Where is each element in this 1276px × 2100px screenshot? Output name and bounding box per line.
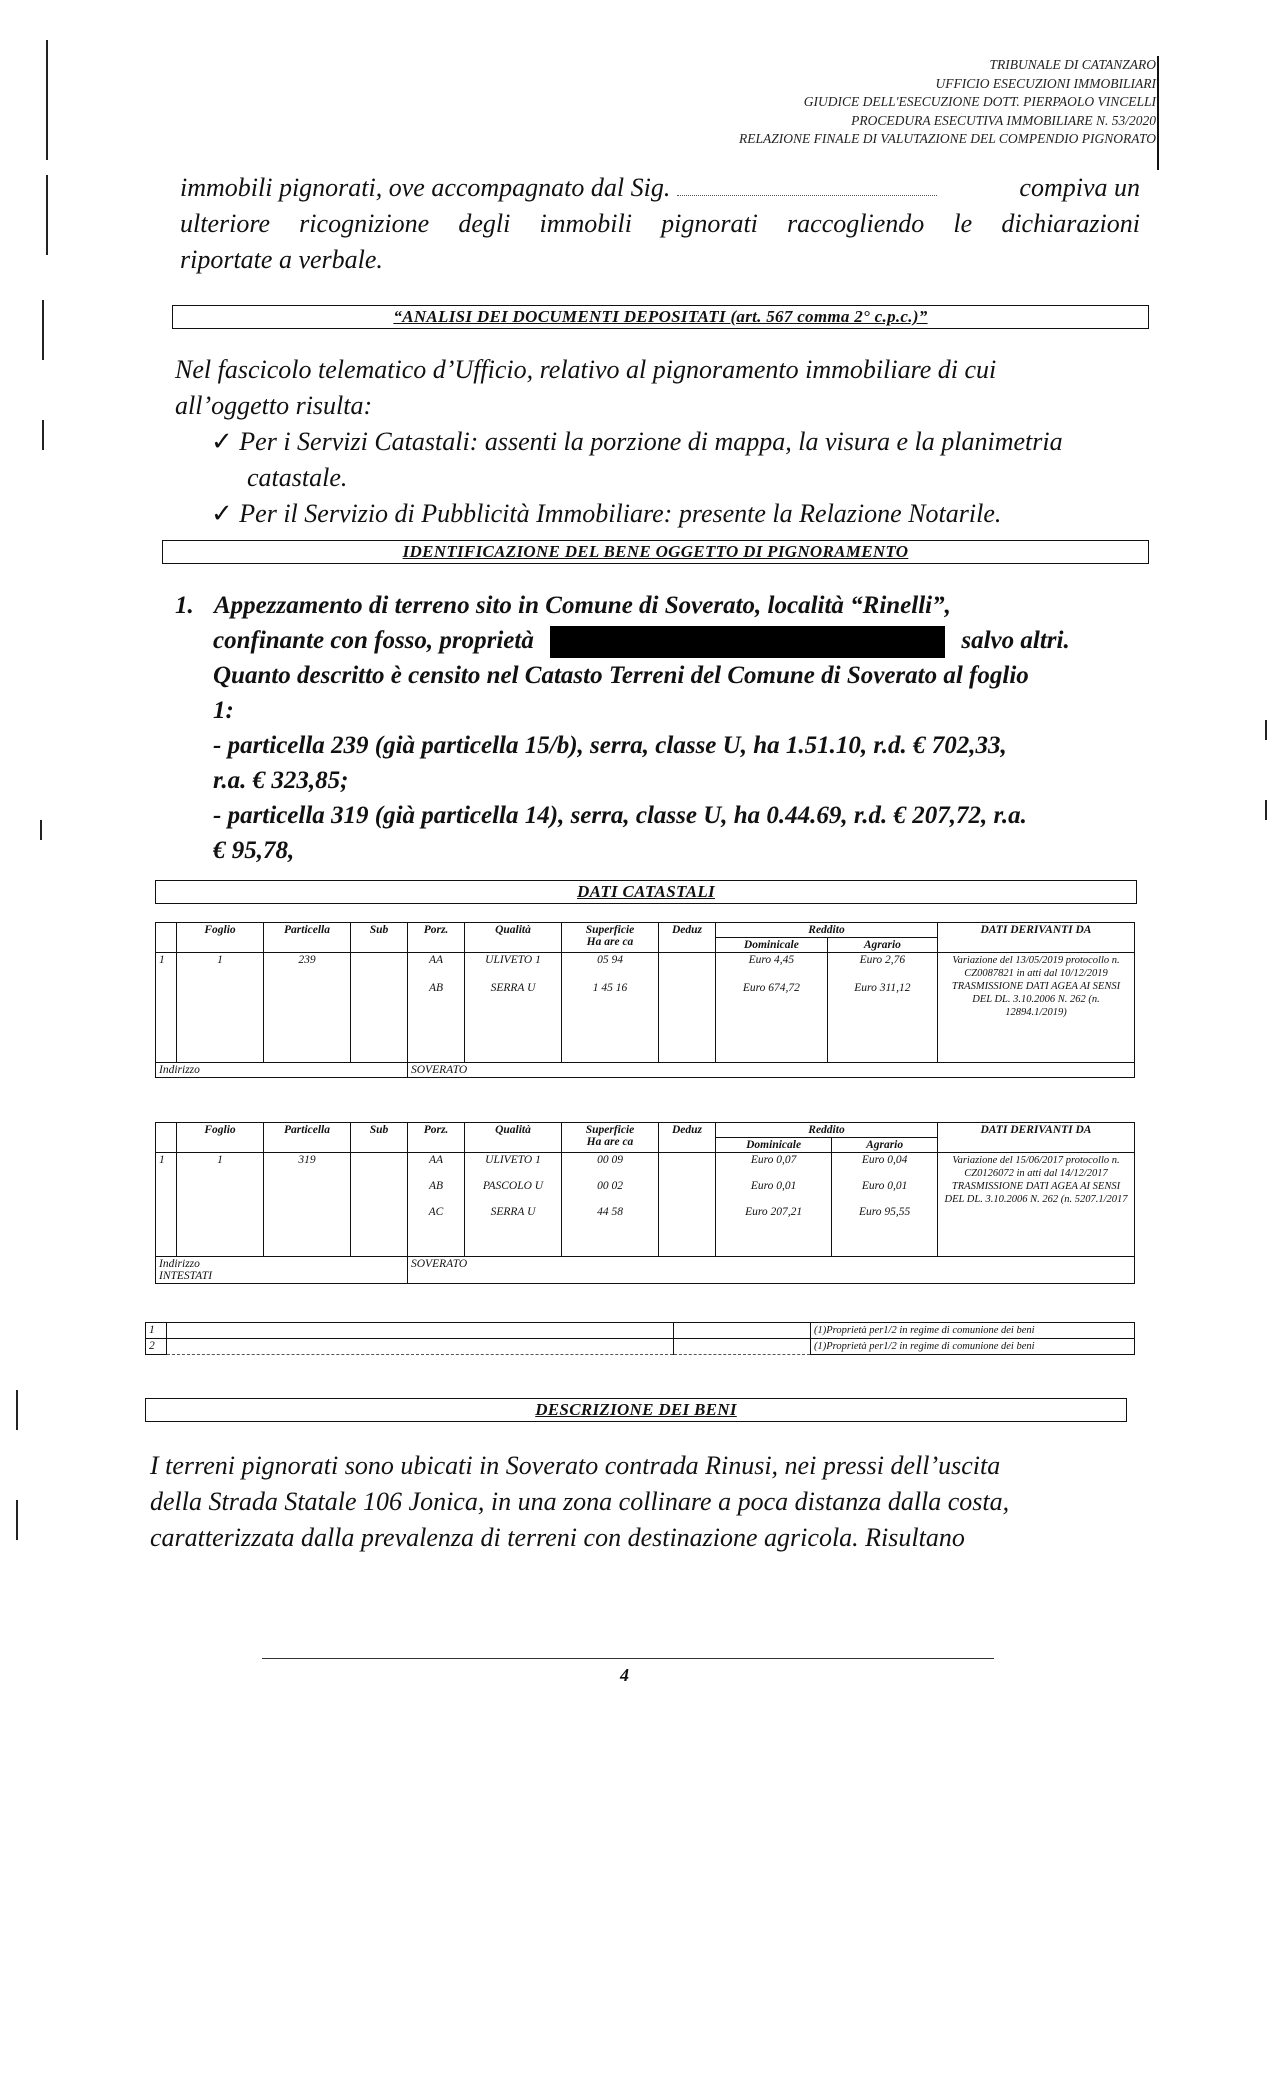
item-line-8: € 95,78, <box>213 837 295 865</box>
section-analisi-title: “ANALISI DEI DOCUMENTI DEPOSITATI (art. 567 comma 2° c.p.c.)” <box>172 305 1149 329</box>
col-dominicale: Dominicale <box>716 938 828 953</box>
analisi-item-1: ✓ Per i Servizi Catastali: assenti la porzione di mappa, la visura e la planimetria <box>211 427 1063 456</box>
header-report-title: RELAZIONE FINALE DI VALUTAZIONE DEL COMPENDIO PIGNORATO <box>739 131 1156 146</box>
item-line-4: 1: <box>213 697 234 725</box>
col-foglio: Foglio <box>177 923 264 953</box>
intestati-table <box>145 1322 1135 1355</box>
cadastral-table-particella-239 <box>155 922 1135 1078</box>
col-agrario: Agrario <box>827 938 937 953</box>
col-deduz: Deduz <box>659 923 716 953</box>
intro-line-1b: compiva un <box>1019 173 1140 202</box>
header-court: TRIBUNALE DI CATANZARO <box>989 57 1156 72</box>
scan-edge-mark <box>46 40 48 160</box>
descrizione-line-1: I terreni pignorati sono ubicati in Soverato contrada Rinusi, nei pressi dell’uscita <box>150 1451 1001 1480</box>
item-line-5: - particella 239 (già particella 15/b), serra, classe U, ha 1.51.10, r.d. € 702,33, <box>213 732 1007 760</box>
intro-line-1a: immobili pignorati, ove accompagnato dal Sig. <box>180 173 671 202</box>
scan-edge-mark <box>40 820 42 840</box>
col-dati-derivanti: DATI DERIVANTI DA <box>938 923 1135 953</box>
indirizzo-value: SOVERATO <box>408 1063 1135 1078</box>
indirizzo-value: SOVERATO <box>408 1257 1135 1284</box>
col-superficie: Superficie Ha are ca <box>562 923 659 953</box>
intro-line-2: ulteriore ricognizione degli immobili pignorati raccogliendo le dichiarazioni <box>180 209 1140 238</box>
redacted-owner-name <box>550 626 945 658</box>
identificazione-item <box>175 588 1135 868</box>
col-qualita: Qualità <box>465 923 562 953</box>
scan-edge-mark <box>16 1500 18 1540</box>
intro-paragraph <box>180 170 1140 278</box>
analisi-line-1: Nel fascicolo telematico d’Ufficio, relativo al pignoramento immobiliare di cui <box>175 355 997 384</box>
header-judge: GIUDICE DELL'ESECUZIONE DOTT. PIERPAOLO VINCELLI <box>803 94 1156 109</box>
item-line-2b: salvo altri. <box>961 627 1070 654</box>
descrizione-line-3: caratterizzata dalla prevalenza di terreni con destinazione agricola. Risultano <box>150 1523 965 1552</box>
table-row: 1 1 239 AA AB ULIVETO 1 SERRA U 05 94 1 45 16 Euro 4,45 Euro 674,72 Euro 2,76 Euro 311,12 Variazione del 13/05/2019 protocollo n. CZ0087821 in atti dal 10/12/2019 TRASMISSIONE DATI AGEA AI SENSI DEL DL. 3.10.2006 N. 262 (n. 12894.1/2019) <box>156 953 1135 1063</box>
check-icon: ✓ <box>211 427 233 456</box>
item-line-2a: confinante con fosso, proprietà <box>213 627 534 654</box>
descrizione-line-2: della Strada Statale 106 Jonica, in una zona collinare a poca distanza dalla costa, <box>150 1487 1010 1516</box>
derivanti-text: Variazione del 15/06/2017 protocollo n. CZ0126072 in atti dal 14/12/2017 TRASMISSIONE DATI AGEA AI SENSI DEL DL. 3.10.2006 N. 262 (n. 5207.1/2017 <box>938 1153 1135 1257</box>
check-icon: ✓ <box>211 499 233 528</box>
section-descrizione-title: DESCRIZIONE DEI BENI <box>145 1398 1127 1422</box>
document-header <box>596 56 1156 149</box>
col-reddito: Reddito <box>716 923 938 938</box>
col-sub: Sub <box>351 923 408 953</box>
analisi-paragraph <box>175 352 1145 532</box>
header-procedure: PROCEDURA ESECUTIVA IMMOBILIARE N. 53/2020 <box>851 112 1156 128</box>
col-particella: Particella <box>264 923 351 953</box>
descrizione-paragraph <box>150 1448 1120 1556</box>
section-dati-title: DATI CATASTALI <box>155 880 1137 904</box>
table-row: 1 1 319 AA AB AC ULIVETO 1 PASCOLO U SERRA U 00 09 00 02 44 58 Euro 0,07 Euro 0,01 Euro 207,21 Euro 0,04 Euro 0,01 Euro 95,55 Variazione del 15/06/2017 protocollo n. CZ0126072 in atti dal 14/12/2017 TRASMISSIONE DATI AGEA AI SENSI DEL DL. 3.10.2006 N. 262 (n. 5207.1/2017 <box>156 1153 1135 1257</box>
indirizzo-label: Indirizzo INTESTATI <box>156 1257 408 1284</box>
scan-edge-mark <box>1265 720 1267 740</box>
scan-edge-mark <box>42 300 44 360</box>
header-office: UFFICIO ESECUZIONI IMMOBILIARI <box>935 75 1156 91</box>
derivanti-text: Variazione del 13/05/2019 protocollo n. CZ0087821 in atti dal 10/12/2019 TRASMISSIONE DATI AGEA AI SENSI DEL DL. 3.10.2006 N. 262 (n. 12894.1/2019) <box>938 953 1135 1063</box>
analisi-item-1-cont: catastale. <box>247 463 348 492</box>
item-line-7: - particella 319 (già particella 14), serra, classe U, ha 0.44.69, r.d. € 207,72, r.a. <box>213 802 1027 830</box>
item-line-6: r.a. € 323,85; <box>213 767 349 795</box>
scan-edge-mark <box>46 175 48 255</box>
table-row: 1 (1)Proprietà per1/2 in regime di comunione dei beni <box>146 1323 1135 1339</box>
header-rule <box>1157 56 1159 170</box>
indirizzo-label: Indirizzo <box>156 1063 408 1078</box>
intro-line-3: riportate a verbale. <box>180 245 383 274</box>
cadastral-table-particella-319: Foglio Particella Sub Porz. Qualità Superficie Ha are ca Deduz Reddito DATI DERIVANTI DA Dominicale Agrario 1 1 319 AA AB AC ULIVETO 1 PASCOLO U SERRA U 00 09 00 02 44 58 Euro 0,07 Euro 0,01 Euro 207,21 Euro 0,04 Euro 0,01 Euro 95,55 Variazione del 15/06/2017 protocollo n. CZ0126072 in atti dal 14/12/2017 TRASMISSIONE DATI AGEA AI SENSI DEL DL. 3.10.2006 N. 262 (n. 5207.1/2017 Indirizzo INTESTATI SOVERATO <box>155 1122 1135 1284</box>
section-identificazione-title: IDENTIFICAZIONE DEL BENE OGGETTO DI PIGNORAMENTO <box>162 540 1149 564</box>
item-line-3: Quanto descritto è censito nel Catasto Terreni del Comune di Soverato al foglio <box>213 662 1029 690</box>
item-line-1: Appezzamento di terreno sito in Comune di Soverato, località “Rinelli”, <box>214 592 951 619</box>
table-row: 2 (1)Proprietà per1/2 in regime di comunione dei beni <box>146 1339 1135 1355</box>
col-porz: Porz. <box>408 923 465 953</box>
analisi-line-2: all’oggetto risulta: <box>175 391 373 420</box>
scan-edge-mark <box>16 1390 18 1430</box>
scan-edge-mark <box>42 420 44 450</box>
page-number: 4 <box>620 1665 629 1685</box>
analisi-item-2: ✓ Per il Servizio di Pubblicità Immobiliare: presente la Relazione Notarile. <box>211 499 1002 528</box>
footer-rule <box>262 1658 994 1659</box>
item-number: 1. <box>175 592 194 619</box>
scan-edge-mark <box>1265 800 1267 820</box>
